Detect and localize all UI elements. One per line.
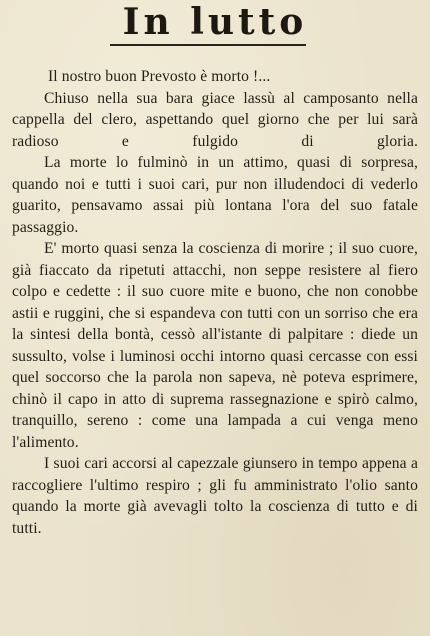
paragraph-3: La morte lo fulminò in un attimo, quasi di sorpresa, quando noi e tutti i suoi cari, pur non illudendoci di vederlo guarito, pensavamo assai più lontana l'ora del suo fatale passaggio. (12, 154, 418, 236)
title-underline (110, 44, 306, 46)
article-title: In lutto (122, 1, 308, 43)
paragraph-4: E' morto quasi senza la coscienza di morire ; il suo cuore, già fiaccato da ripetuti attacchi, non seppe resistere al fiero colpo e cedette : il suo cuore mite e buono, che non conobbe astii e ruggini, che si espandeva con tutti con un sorriso che era la sintesi della bontà, cessò all'istante di palpitare : diede un sussulto, volse i luminosi occhi intorno quasi cercasse con essi quel soccorso che la parola non sapeva, nè poteva esprimere, chinò il capo in atto di suprema rassegnazione e spirò calmo, tranquillo, sereno : come una lampada a cui venga meno l'alimento. (12, 240, 418, 451)
paragraph-2: Chiuso nella sua bara giace lassù al camposanto nella cappella del clero, aspettando quel giorno che per lui sarà radioso e fulgido di gloria. (12, 89, 418, 150)
title-block (0, 2, 430, 42)
paragraph-5: I suoi cari accorsi al capezzale giunsero in tempo appena a raccogliere l'ultimo respiro ; gli fu amministrato l'olio santo quando la morte già avevagli tolto la coscienza di tutto e di tutti. (12, 455, 418, 537)
paragraph-1: Il nostro buon Prevosto è morto !... (48, 68, 271, 85)
article-body (12, 66, 418, 539)
